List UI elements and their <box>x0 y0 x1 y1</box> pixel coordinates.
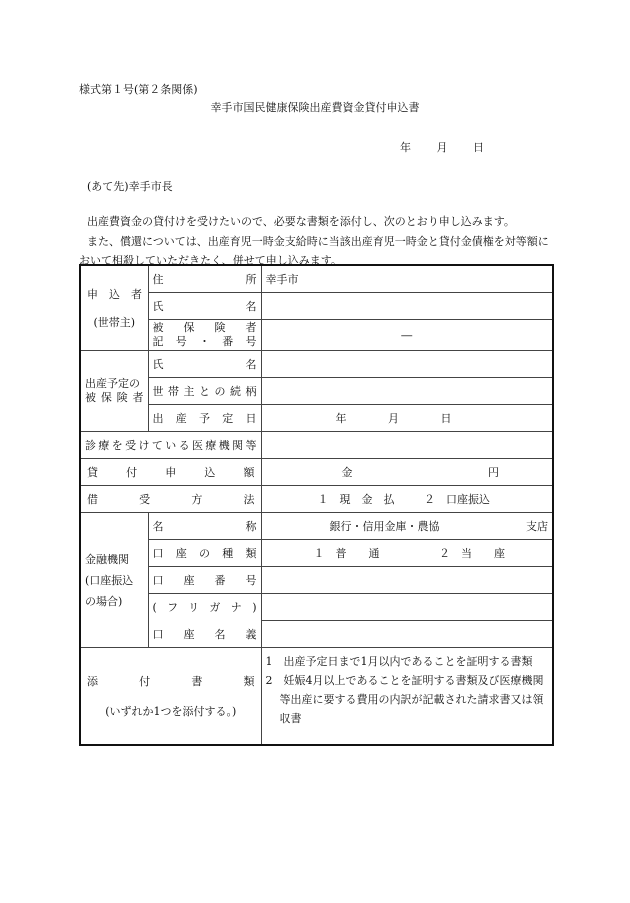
bank-name-label: 名 称 <box>148 513 261 540</box>
medical-institution-row <box>80 432 553 459</box>
loan-amount-row <box>80 459 553 486</box>
due-day-label: 日 <box>440 412 452 425</box>
attachment-item: 1 出産予定日まで1月以内であることを証明する書類 <box>265 655 533 668</box>
receipt-option-transfer[interactable]: ２ 口座振込 <box>424 493 490 506</box>
expectant-section-label: 出産予定の 被保険者 <box>80 351 148 432</box>
account-type-label: 口座の種類 <box>148 540 261 567</box>
insured-number-field[interactable]: ― <box>261 320 553 351</box>
paragraph-repayment: また、償還については、出産育児一時金支給時に当該出産育児一時金と貸付金債権を対等額において相殺していただきたく、併せて申し込みます。 <box>79 235 549 267</box>
receipt-method-field[interactable] <box>261 486 553 513</box>
form-number: 様式第１号(第２条関係) <box>79 83 198 96</box>
bank-type-text: 銀行・信用金庫・農協 <box>329 520 440 533</box>
due-date-label: 出産予定日 <box>148 405 261 432</box>
date-year-label: 年 <box>400 141 411 154</box>
medical-institution-label: 診療を受けている医療機関等 <box>80 432 261 459</box>
attachments-list <box>261 648 553 746</box>
expectant-name-row <box>80 351 553 378</box>
addressee: (あて先)幸手市長 <box>87 180 173 193</box>
applicant-name-row <box>80 293 553 320</box>
due-date-row <box>80 405 553 432</box>
account-type-row <box>80 540 553 567</box>
bank-name-row <box>80 513 553 540</box>
account-holder-label: 口座名義 <box>148 621 261 648</box>
furigana-label: (フリガナ) <box>148 594 261 621</box>
account-type-field[interactable] <box>261 540 553 567</box>
account-type-ordinary[interactable]: １ 普 通 <box>313 547 380 560</box>
expectant-name-field[interactable] <box>261 351 553 378</box>
application-form-table <box>79 264 554 746</box>
account-furigana-row <box>80 594 553 621</box>
date-day-label: 日 <box>473 141 484 154</box>
loan-unit: 円 <box>488 466 499 479</box>
due-date-field[interactable] <box>261 405 553 432</box>
due-month-label: 月 <box>388 412 399 425</box>
branch-label: 支店 <box>526 520 548 533</box>
medical-institution-field[interactable] <box>261 432 553 459</box>
address-field[interactable]: 幸手市 <box>261 265 553 293</box>
applicant-address-row <box>80 265 553 293</box>
account-holder-row <box>80 621 553 648</box>
applicant-section-label: 申 込 者 (世帯主) <box>80 265 148 351</box>
insured-number-row <box>80 320 553 351</box>
paragraph-request: 出産費資金の貸付けを受けたいので、必要な書類を添付し、次のとおり申し込みます。 <box>87 215 515 228</box>
account-number-row <box>80 567 553 594</box>
attachments-row <box>80 648 553 746</box>
insured-number-label: 被 保 険 者 記 号 ・ 番 号 <box>148 320 261 351</box>
receipt-method-label: 借受方法 <box>80 486 261 513</box>
applicant-name-label: 氏 名 <box>148 293 261 320</box>
date-month-label: 月 <box>436 141 448 154</box>
page-title: 幸手市国民健康保険出産費資金貸付申込書 <box>210 101 420 114</box>
loan-amount-field[interactable] <box>261 459 553 486</box>
account-holder-field[interactable] <box>261 621 553 648</box>
account-number-field[interactable] <box>261 567 553 594</box>
loan-amount-label: 貸付申込額 <box>80 459 261 486</box>
attachments-note: (いずれか1つを添付する。) <box>105 705 237 718</box>
application-date <box>400 139 484 155</box>
receipt-option-cash[interactable]: １ 現 金 払 <box>317 493 395 506</box>
expectant-name-label: 氏 名 <box>148 351 261 378</box>
relation-field[interactable] <box>261 378 553 405</box>
applicant-name-field[interactable] <box>261 293 553 320</box>
loan-prefix: 金 <box>341 466 353 479</box>
attachments-label-cell <box>80 648 261 746</box>
relation-label: 世帯主との続柄 <box>148 378 261 405</box>
bank-section-label: 金融機関 (口座振込 の場合) <box>80 513 148 648</box>
receipt-method-row <box>80 486 553 513</box>
furigana-field[interactable] <box>261 594 553 621</box>
account-number-label: 口座番号 <box>148 567 261 594</box>
attachment-item: 2 妊娠4月以上であることを証明する書類及び医療機関等出産に要する費用の内訳が記載された請求書又は領収書 <box>265 674 544 725</box>
bank-name-field[interactable] <box>261 513 553 540</box>
due-year-label: 年 <box>335 412 347 425</box>
address-label: 住 所 <box>148 265 261 293</box>
account-type-current[interactable]: ２ 当 座 <box>439 547 505 560</box>
attachments-label: 添 付 書 類 <box>87 675 255 688</box>
relation-row <box>80 378 553 405</box>
